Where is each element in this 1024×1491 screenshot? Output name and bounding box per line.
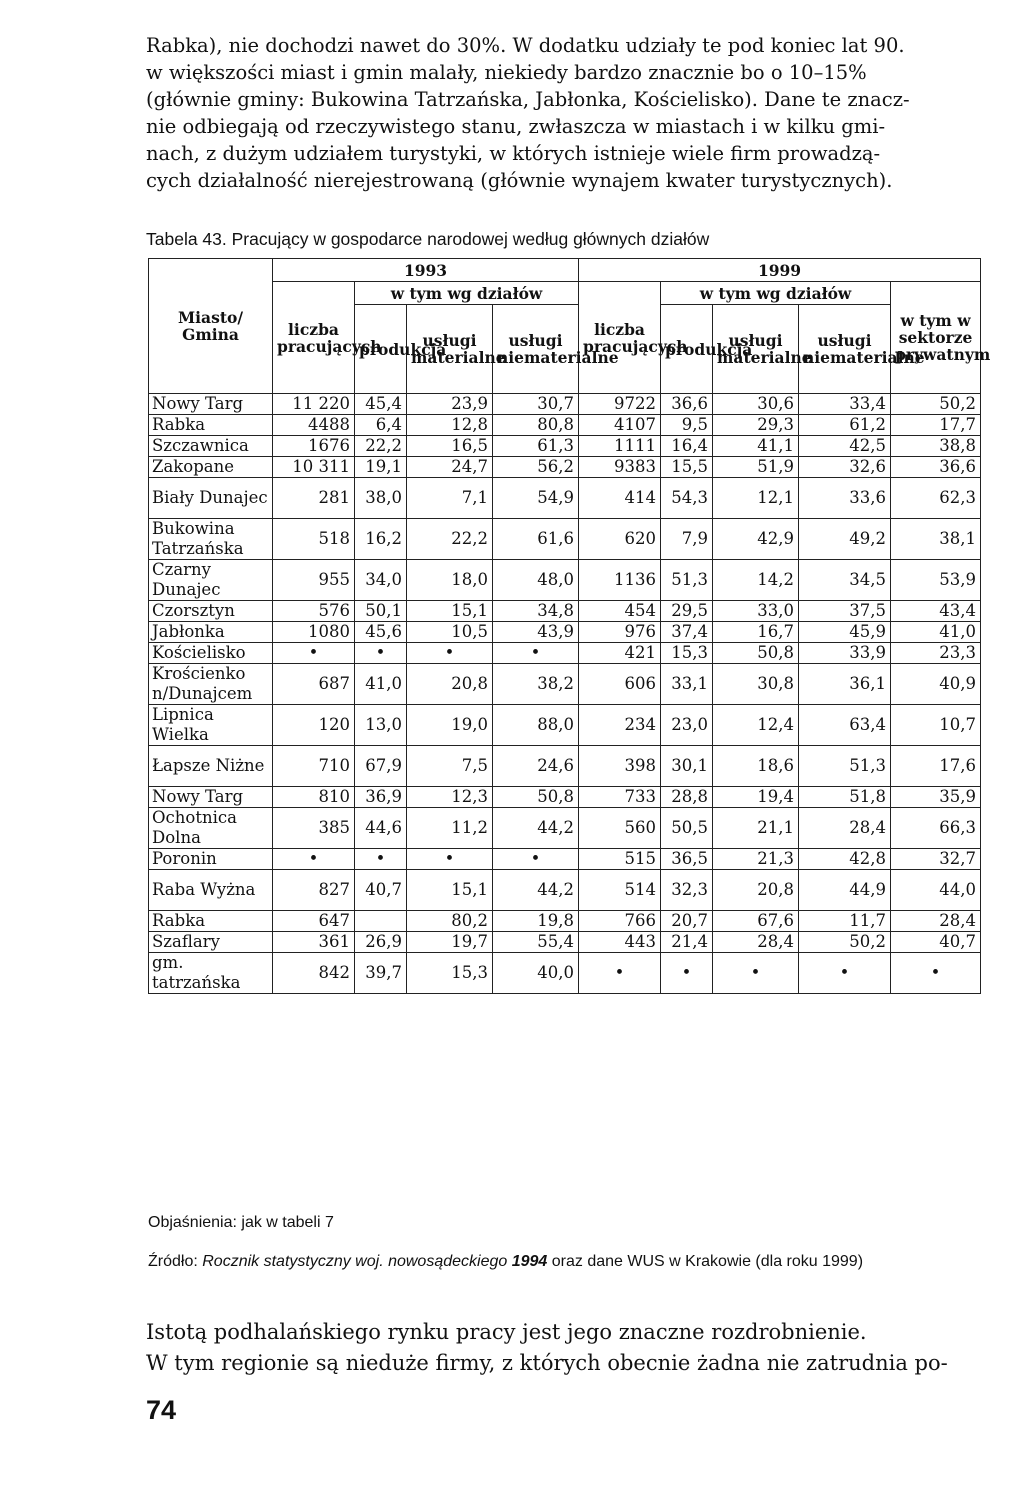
- value-cell: 40,7: [355, 870, 407, 911]
- value-cell: 51,3: [799, 746, 891, 787]
- col-header-name: Miasto/ Gmina: [149, 259, 273, 394]
- row-name-cell: Łapsze Niżne: [149, 746, 273, 787]
- value-cell: 30,6: [713, 394, 799, 415]
- value-cell: 23,9: [407, 394, 493, 415]
- value-cell: 4488: [273, 415, 355, 436]
- text-line: W tym regionie są nieduże firmy, z których obecnie żadna nie zatrudnia po-: [146, 1351, 948, 1375]
- value-cell: 48,0: [493, 560, 579, 601]
- value-cell: 21,3: [713, 849, 799, 870]
- col-header-niemat-1993: usługi niematerialne: [493, 305, 579, 394]
- row-name-cell: Lipnica Wielka: [149, 705, 273, 746]
- text-line: nie odbiegają od rzeczywistego stanu, zwłaszcza w miastach i w kilku gmi-: [146, 115, 886, 138]
- source-year: 1994: [507, 1253, 548, 1270]
- value-cell: 32,3: [661, 870, 713, 911]
- value-cell: 7,5: [407, 746, 493, 787]
- value-cell: 51,8: [799, 787, 891, 808]
- value-cell: 33,9: [799, 643, 891, 664]
- value-cell: 443: [579, 932, 661, 953]
- table-row: [149, 705, 981, 746]
- value-cell: 28,4: [799, 808, 891, 849]
- value-cell: 14,2: [713, 560, 799, 601]
- value-cell: 421: [579, 643, 661, 664]
- value-cell: 414: [579, 478, 661, 519]
- value-cell: 1136: [579, 560, 661, 601]
- value-cell: 33,4: [799, 394, 891, 415]
- value-cell: 19,1: [355, 457, 407, 478]
- value-cell: 44,6: [355, 808, 407, 849]
- value-cell: 54,3: [661, 478, 713, 519]
- value-cell: 19,4: [713, 787, 799, 808]
- value-cell: 16,4: [661, 436, 713, 457]
- col-header-liczba-1999: liczba pracujących: [579, 282, 661, 394]
- row-name-cell: Bukowina Tatrzańska: [149, 519, 273, 560]
- value-cell: 827: [273, 870, 355, 911]
- row-name-cell: Raba Wyżna: [149, 870, 273, 911]
- value-cell: •: [355, 849, 407, 870]
- value-cell: 21,1: [713, 808, 799, 849]
- value-cell: 50,2: [891, 394, 981, 415]
- table-row: [149, 787, 981, 808]
- value-cell: •: [493, 849, 579, 870]
- value-cell: 34,0: [355, 560, 407, 601]
- value-cell: •: [891, 953, 981, 994]
- table-row: [149, 394, 981, 415]
- table-header: [149, 259, 991, 394]
- value-cell: 40,7: [891, 932, 981, 953]
- value-cell: 281: [273, 478, 355, 519]
- value-cell: 20,7: [661, 911, 713, 932]
- value-cell: 398: [579, 746, 661, 787]
- value-cell: 38,0: [355, 478, 407, 519]
- value-cell: 454: [579, 601, 661, 622]
- value-cell: 15,1: [407, 870, 493, 911]
- value-cell: 30,1: [661, 746, 713, 787]
- value-cell: 42,5: [799, 436, 891, 457]
- col-header-niemat-1999: usługi niematerialne: [799, 305, 891, 394]
- row-name-cell: Zakopane: [149, 457, 273, 478]
- employment-table: [148, 258, 991, 994]
- table-row: [149, 870, 981, 911]
- value-cell: 28,4: [891, 911, 981, 932]
- table-row: [149, 436, 981, 457]
- value-cell: 35,9: [891, 787, 981, 808]
- value-cell: 687: [273, 664, 355, 705]
- value-cell: 30,7: [493, 394, 579, 415]
- value-cell: 32,7: [891, 849, 981, 870]
- row-name-cell: gm. tatrzańska: [149, 953, 273, 994]
- value-cell: •: [799, 953, 891, 994]
- value-cell: 34,8: [493, 601, 579, 622]
- row-name-cell: Szaflary: [149, 932, 273, 953]
- col-header-wtym-1999: w tym wg działów: [661, 282, 891, 305]
- value-cell: •: [407, 643, 493, 664]
- row-name-cell: Nowy Targ: [149, 394, 273, 415]
- table-row: [149, 622, 981, 643]
- value-cell: 16,2: [355, 519, 407, 560]
- col-header-prod-1999: produkcja: [661, 305, 713, 394]
- value-cell: 20,8: [407, 664, 493, 705]
- value-cell: •: [355, 643, 407, 664]
- table-row: [149, 478, 981, 519]
- value-cell: 40,9: [891, 664, 981, 705]
- value-cell: 61,3: [493, 436, 579, 457]
- source-title: Rocznik statystyczny woj. nowosądeckiego: [202, 1253, 508, 1270]
- value-cell: 1080: [273, 622, 355, 643]
- value-cell: 955: [273, 560, 355, 601]
- text-line: (głównie gminy: Bukowina Tatrzańska, Jabłonka, Kościelisko). Dane te znacz-: [146, 88, 910, 111]
- value-cell: 40,0: [493, 953, 579, 994]
- value-cell: 43,4: [891, 601, 981, 622]
- col-header-mat-1993: usługi materialne: [407, 305, 493, 394]
- table-row: [149, 953, 981, 994]
- value-cell: 44,2: [493, 870, 579, 911]
- value-cell: 16,7: [713, 622, 799, 643]
- value-cell: 710: [273, 746, 355, 787]
- value-cell: 44,2: [493, 808, 579, 849]
- value-cell: 33,0: [713, 601, 799, 622]
- value-cell: 11,7: [799, 911, 891, 932]
- table-row: [149, 911, 981, 932]
- value-cell: 11 220: [273, 394, 355, 415]
- value-cell: 12,4: [713, 705, 799, 746]
- value-cell: •: [273, 849, 355, 870]
- value-cell: 810: [273, 787, 355, 808]
- value-cell: 53,9: [891, 560, 981, 601]
- table-row: [149, 849, 981, 870]
- table-body: [149, 394, 981, 994]
- col-header-wtym-1993: w tym wg działów: [355, 282, 579, 305]
- value-cell: 43,9: [493, 622, 579, 643]
- value-cell: 61,6: [493, 519, 579, 560]
- col-header-mat-1999: usługi materialne: [713, 305, 799, 394]
- value-cell: 51,9: [713, 457, 799, 478]
- value-cell: 88,0: [493, 705, 579, 746]
- value-cell: 38,2: [493, 664, 579, 705]
- value-cell: 63,4: [799, 705, 891, 746]
- value-cell: 44,9: [799, 870, 891, 911]
- table-row: [149, 457, 981, 478]
- col-header-private: w tym w sektorze prywatnym: [891, 282, 981, 394]
- text-line: cych działalność nierejestrowaną (głównie wynajem kwater turystycznych).: [146, 169, 893, 192]
- value-cell: 17,7: [891, 415, 981, 436]
- value-cell: 37,5: [799, 601, 891, 622]
- value-cell: •: [407, 849, 493, 870]
- value-cell: 42,8: [799, 849, 891, 870]
- value-cell: 120: [273, 705, 355, 746]
- value-cell: 234: [579, 705, 661, 746]
- value-cell: 1111: [579, 436, 661, 457]
- value-cell: 62,3: [891, 478, 981, 519]
- value-cell: 41,0: [891, 622, 981, 643]
- row-name-cell: Szczawnica: [149, 436, 273, 457]
- value-cell: 385: [273, 808, 355, 849]
- row-name-cell: Ochotnica Dolna: [149, 808, 273, 849]
- value-cell: 842: [273, 953, 355, 994]
- value-cell: 18,6: [713, 746, 799, 787]
- value-cell: 34,5: [799, 560, 891, 601]
- row-name-cell: Jabłonka: [149, 622, 273, 643]
- table-note: Objaśnienia: jak w tabeli 7: [148, 1214, 334, 1231]
- value-cell: 38,8: [891, 436, 981, 457]
- text-line: Rabka), nie dochodzi nawet do 30%. W dodatku udziały te pod koniec lat 90.: [146, 34, 905, 57]
- value-cell: 42,9: [713, 519, 799, 560]
- value-cell: 24,7: [407, 457, 493, 478]
- value-cell: •: [273, 643, 355, 664]
- text-line: w większości miast i gmin malały, niekiedy bardzo znacznie bo o 10–15%: [146, 61, 867, 84]
- value-cell: 620: [579, 519, 661, 560]
- table-row: [149, 808, 981, 849]
- value-cell: 56,2: [493, 457, 579, 478]
- row-name-cell: Rabka: [149, 415, 273, 436]
- value-cell: 37,4: [661, 622, 713, 643]
- value-cell: 11,2: [407, 808, 493, 849]
- value-cell: 9,5: [661, 415, 713, 436]
- value-cell: 67,9: [355, 746, 407, 787]
- value-cell: 576: [273, 601, 355, 622]
- closing-paragraph: [146, 1317, 980, 1379]
- value-cell: 50,1: [355, 601, 407, 622]
- value-cell: 12,8: [407, 415, 493, 436]
- value-cell: 17,6: [891, 746, 981, 787]
- value-cell: 12,1: [713, 478, 799, 519]
- col-header-year-1999: 1999: [579, 259, 981, 282]
- value-cell: 733: [579, 787, 661, 808]
- value-cell: 19,8: [493, 911, 579, 932]
- value-cell: 19,7: [407, 932, 493, 953]
- value-cell: 45,4: [355, 394, 407, 415]
- value-cell: •: [713, 953, 799, 994]
- value-cell: 30,8: [713, 664, 799, 705]
- value-cell: 23,0: [661, 705, 713, 746]
- value-cell: 606: [579, 664, 661, 705]
- value-cell: 16,5: [407, 436, 493, 457]
- value-cell: 19,0: [407, 705, 493, 746]
- value-cell: 514: [579, 870, 661, 911]
- value-cell: 50,5: [661, 808, 713, 849]
- row-name-cell: Nowy Targ: [149, 787, 273, 808]
- value-cell: 1676: [273, 436, 355, 457]
- value-cell: 15,1: [407, 601, 493, 622]
- value-cell: 28,8: [661, 787, 713, 808]
- value-cell: 50,8: [493, 787, 579, 808]
- value-cell: 560: [579, 808, 661, 849]
- intro-paragraph: [146, 32, 980, 194]
- value-cell: 33,1: [661, 664, 713, 705]
- table-row: [149, 601, 981, 622]
- value-cell: 80,8: [493, 415, 579, 436]
- value-cell: 45,6: [355, 622, 407, 643]
- col-header-prod-1993: produkcja: [355, 305, 407, 394]
- value-cell: 9383: [579, 457, 661, 478]
- row-name-cell: Czarny Dunajec: [149, 560, 273, 601]
- value-cell: [355, 911, 407, 932]
- value-cell: 6,4: [355, 415, 407, 436]
- row-name-cell: Krościenko n/Dunajcem: [149, 664, 273, 705]
- value-cell: 61,2: [799, 415, 891, 436]
- value-cell: •: [493, 643, 579, 664]
- value-cell: 32,6: [799, 457, 891, 478]
- table-row: [149, 560, 981, 601]
- value-cell: 976: [579, 622, 661, 643]
- value-cell: 38,1: [891, 519, 981, 560]
- table-row: [149, 519, 981, 560]
- text-line: Istotą podhalańskiego rynku pracy jest jego znaczne rozdrobnienie.: [146, 1320, 867, 1344]
- value-cell: 15,3: [407, 953, 493, 994]
- table-row: [149, 415, 981, 436]
- value-cell: 67,6: [713, 911, 799, 932]
- value-cell: 7,1: [407, 478, 493, 519]
- value-cell: 4107: [579, 415, 661, 436]
- table-row: [149, 746, 981, 787]
- value-cell: 515: [579, 849, 661, 870]
- row-name-cell: Kościelisko: [149, 643, 273, 664]
- value-cell: 22,2: [407, 519, 493, 560]
- value-cell: 15,3: [661, 643, 713, 664]
- value-cell: 66,3: [891, 808, 981, 849]
- value-cell: 55,4: [493, 932, 579, 953]
- value-cell: 36,9: [355, 787, 407, 808]
- value-cell: 12,3: [407, 787, 493, 808]
- value-cell: 9722: [579, 394, 661, 415]
- value-cell: 51,3: [661, 560, 713, 601]
- value-cell: 15,5: [661, 457, 713, 478]
- value-cell: 361: [273, 932, 355, 953]
- value-cell: 41,0: [355, 664, 407, 705]
- value-cell: 44,0: [891, 870, 981, 911]
- value-cell: 18,0: [407, 560, 493, 601]
- value-cell: 50,2: [799, 932, 891, 953]
- value-cell: 21,4: [661, 932, 713, 953]
- value-cell: 13,0: [355, 705, 407, 746]
- source-suffix: oraz dane WUS w Krakowie (dla roku 1999): [547, 1253, 864, 1270]
- col-header-liczba-1993: liczba pracujących: [273, 282, 355, 394]
- value-cell: 39,7: [355, 953, 407, 994]
- text-line: nach, z dużym udziałem turystyki, w których istnieje wiele firm prowadzą-: [146, 142, 881, 165]
- value-cell: 26,9: [355, 932, 407, 953]
- value-cell: 29,3: [713, 415, 799, 436]
- source-prefix: Źródło:: [148, 1253, 203, 1270]
- value-cell: 36,6: [661, 394, 713, 415]
- value-cell: 50,8: [713, 643, 799, 664]
- table-row: [149, 932, 981, 953]
- value-cell: 41,1: [713, 436, 799, 457]
- value-cell: •: [579, 953, 661, 994]
- value-cell: 23,3: [891, 643, 981, 664]
- value-cell: 33,6: [799, 478, 891, 519]
- value-cell: 10,5: [407, 622, 493, 643]
- row-name-cell: Poronin: [149, 849, 273, 870]
- value-cell: 36,5: [661, 849, 713, 870]
- value-cell: 29,5: [661, 601, 713, 622]
- value-cell: 80,2: [407, 911, 493, 932]
- value-cell: 45,9: [799, 622, 891, 643]
- value-cell: •: [661, 953, 713, 994]
- table-caption: Tabela 43. Pracujący w gospodarce narodowej według głównych działów: [146, 229, 710, 249]
- value-cell: 766: [579, 911, 661, 932]
- value-cell: 10,7: [891, 705, 981, 746]
- row-name-cell: Biały Dunajec: [149, 478, 273, 519]
- table-row: [149, 664, 981, 705]
- page-number: 74: [146, 1395, 177, 1425]
- value-cell: 20,8: [713, 870, 799, 911]
- table-source: [148, 1250, 980, 1274]
- col-header-year-1993: 1993: [273, 259, 579, 282]
- value-cell: 54,9: [493, 478, 579, 519]
- value-cell: 518: [273, 519, 355, 560]
- table-row: [149, 643, 981, 664]
- value-cell: 10 311: [273, 457, 355, 478]
- row-name-cell: Czorsztyn: [149, 601, 273, 622]
- value-cell: 36,1: [799, 664, 891, 705]
- value-cell: 24,6: [493, 746, 579, 787]
- row-name-cell: Rabka: [149, 911, 273, 932]
- value-cell: 36,6: [891, 457, 981, 478]
- value-cell: 647: [273, 911, 355, 932]
- value-cell: 22,2: [355, 436, 407, 457]
- value-cell: 7,9: [661, 519, 713, 560]
- value-cell: 28,4: [713, 932, 799, 953]
- value-cell: 49,2: [799, 519, 891, 560]
